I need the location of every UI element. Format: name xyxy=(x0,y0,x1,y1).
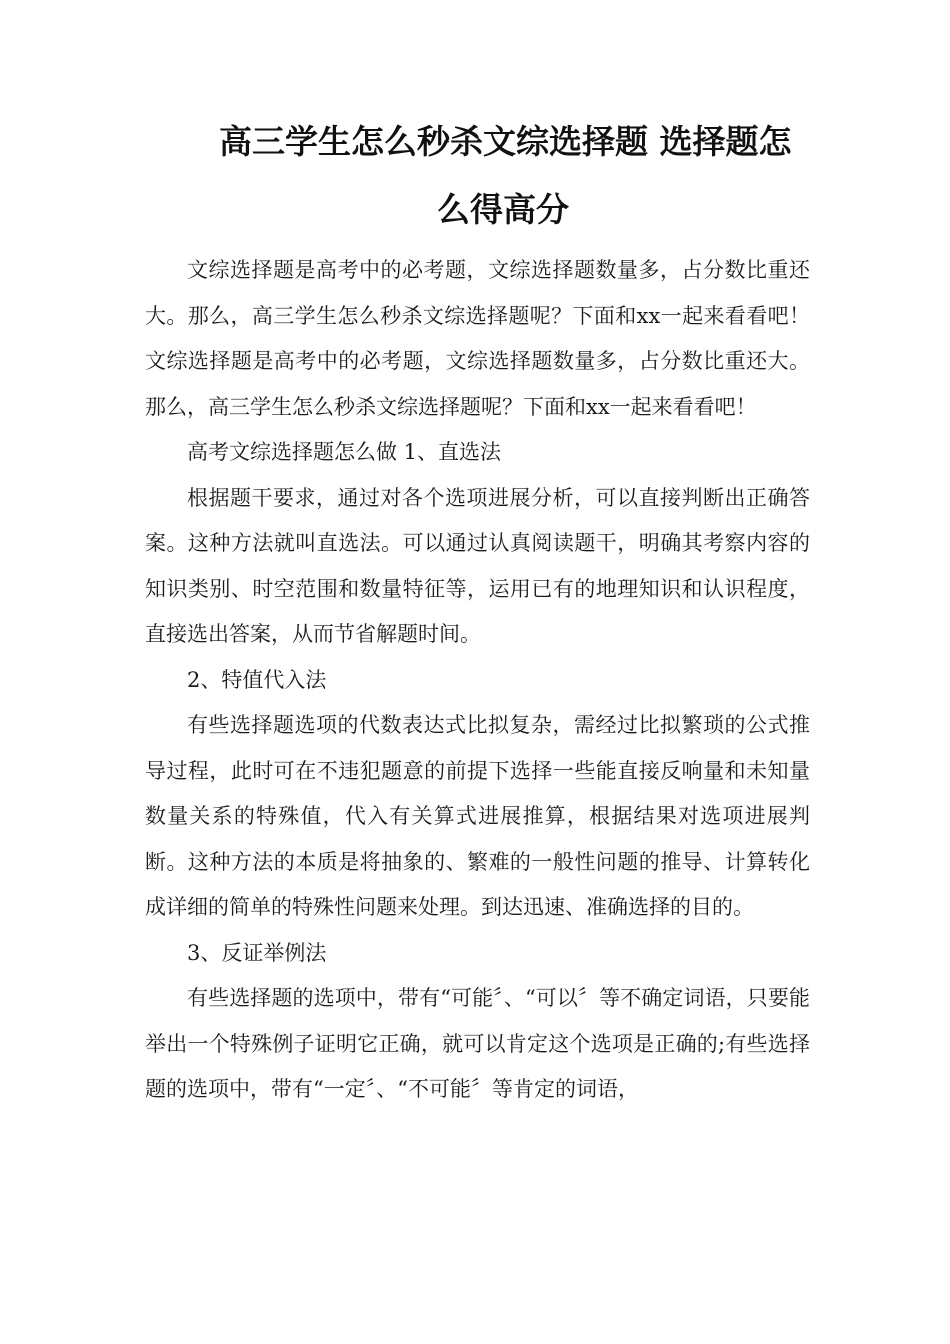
document-title-line-2: 么得高分 xyxy=(437,190,569,229)
paragraph-heading-3: 3、反证举例法 xyxy=(187,940,327,965)
paragraph-heading-1: 高考文综选择题怎么做 1、直选法 xyxy=(187,440,502,464)
paragraph-special-value-method: 有些选择题选项的代数表达式比拟复杂，需经过比拟繁琐的公式推导过程，此时可在不违犯题意的前提下选择一些能直接反响量和未知量数量关系的特殊值，代入有关算式进展推算，根据结果对选项进展判断。这种方法的本质是将抽象的、繁难的一般性问题的推导、计算转化成详细的简单的特殊性问题来处理。到达迅速、准确选择的目的。 xyxy=(145,713,810,919)
paragraph-counterexample-method: 有些选择题的选项中，带有“可能〞、“可以〞等不确定词语，只要能举出一个特殊例子证明它正确，就可以肯定这个选项是正确的;有些选择题的选项中，带有“一定〞、“不可能〞等肯定的词语， xyxy=(145,986,810,1101)
paragraph-direct-method: 根据题干要求，通过对各个选项进展分析，可以直接判断出正确答案。这种方法就叫直选法。可以通过认真阅读题干，明确其考察内容的知识类别、时空范围和数量特征等，运用已有的地理知识和认识程度，直接选出答案，从而节省解题时间。 xyxy=(145,485,810,646)
paragraph-intro: 文综选择题是高考中的必考题，文综选择题数量多，占分数比重还大。那么，高三学生怎么秒杀文综选择题呢？下面和xx一起来看看吧！文综选择题是高考中的必考题，文综选择题数量多，占分数比重还大。那么，高三学生怎么秒杀文综选择题呢？下面和xx一起来看看吧！ xyxy=(145,258,810,419)
document-title-line-1: 高三学生怎么秒杀文综选择题 选择题怎 xyxy=(219,122,792,161)
document-body xyxy=(145,248,810,1113)
paragraph-heading-2: 2、特值代入法 xyxy=(187,667,327,692)
